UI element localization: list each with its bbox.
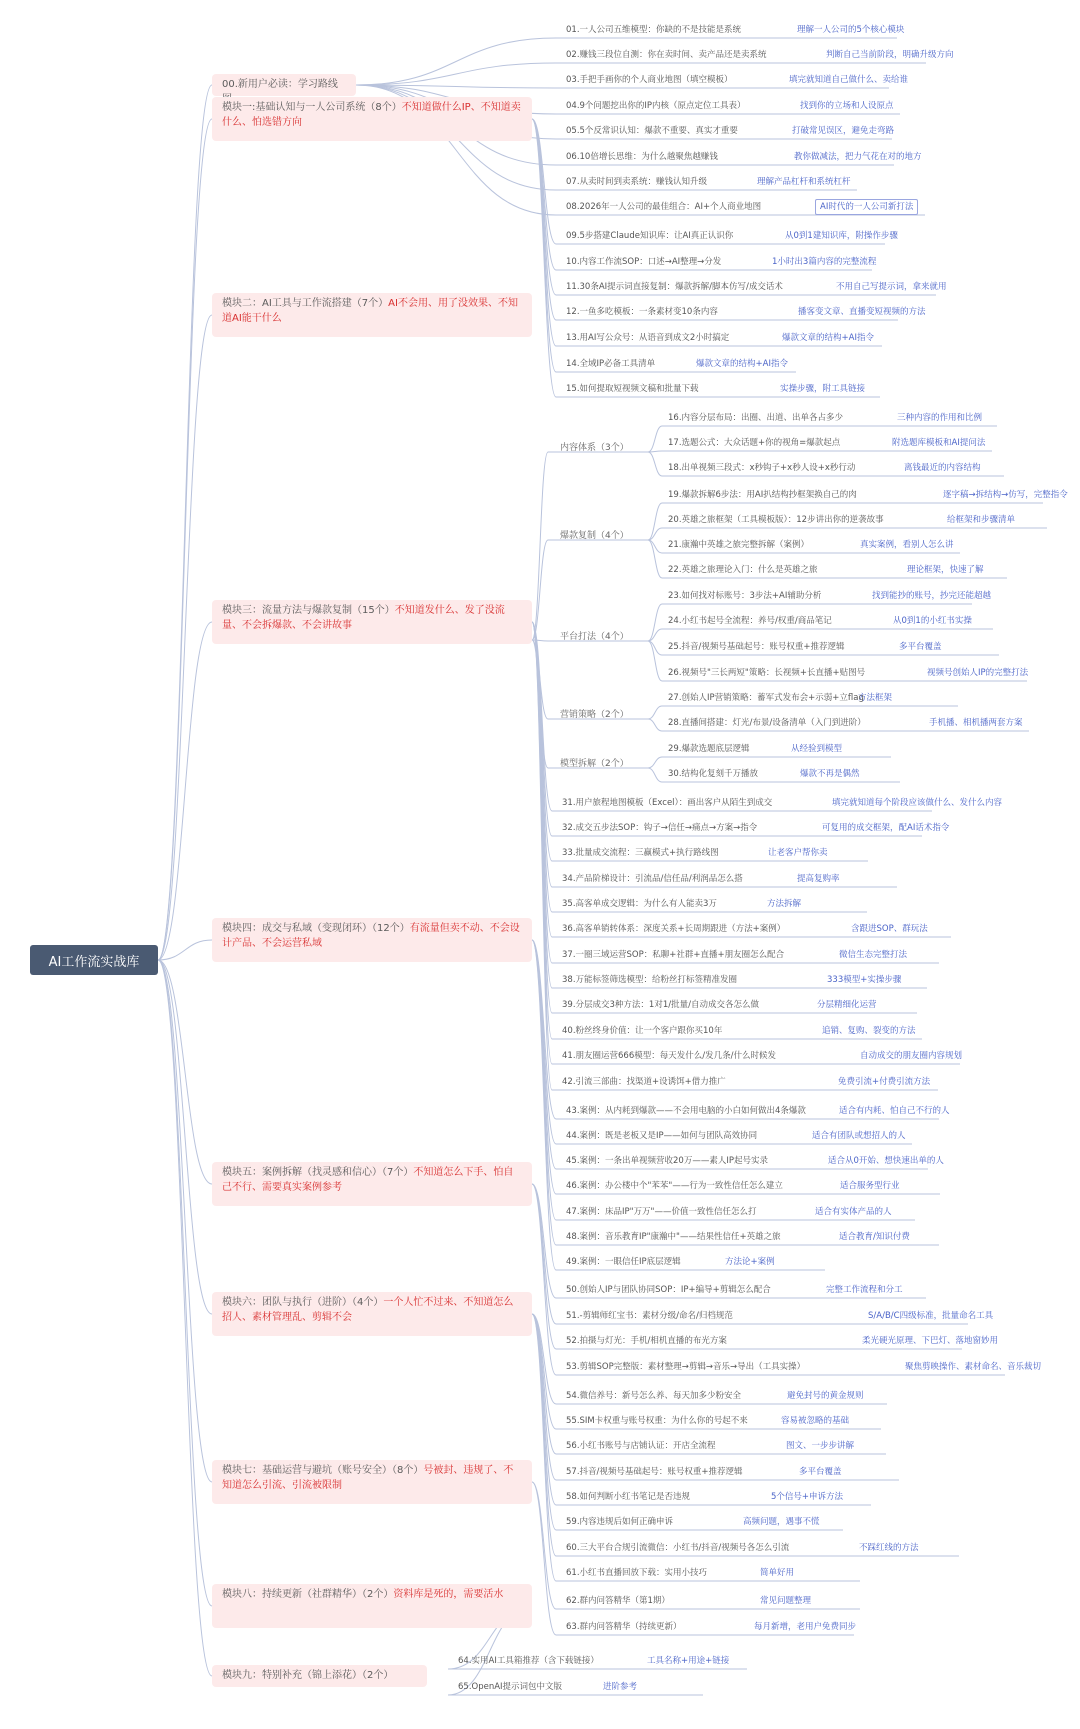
connector-curve xyxy=(648,706,662,719)
connector-curve xyxy=(532,940,556,1270)
module-pain-point: 不知道发什么、发了没流量、不会拆爆款、不会讲故事 xyxy=(222,605,505,631)
connector-curve xyxy=(158,119,212,960)
module-m9[interactable] xyxy=(212,1665,427,1687)
module-pain-point: 不知道怎么下手、怕自己不行、需要真实案例参考 xyxy=(222,1167,514,1193)
leaf-note: 离钱最近的内容结构 xyxy=(904,463,981,473)
leaf-item[interactable]: 30.结构化复刻千万播放 xyxy=(668,769,759,779)
root-node[interactable]: AI工作流实战库 xyxy=(30,945,158,975)
leaf-item[interactable]: 36.高客单销转体系：深度关系+长周期跟进（方法+案例） xyxy=(562,924,786,934)
connector-curve xyxy=(648,426,662,452)
leaf-note: 免费引流+付费引流方法 xyxy=(838,1077,931,1087)
leaf-item[interactable]: 14.全域IP必备工具清单 xyxy=(566,359,656,369)
module-title: 模块八：持续更新（社群精华）（2个） xyxy=(222,1589,394,1600)
leaf-note: 视频号创始人IP的完整打法 xyxy=(927,668,1029,678)
leaf-item[interactable]: 28.直播间搭建：灯光/布景/设备清单（入门到进阶） xyxy=(668,718,866,728)
leaf-item[interactable]: 55.SIM卡权重与账号权重：为什么你的号起不来 xyxy=(566,1416,748,1426)
leaf-item[interactable]: 39.分层成交3种方法：1对1/批量/自动成交各怎么做 xyxy=(562,1000,759,1010)
leaf-note: 适合有内耗、怕自己不行的人 xyxy=(839,1106,950,1116)
leaf-note: 5个信号+申诉方法 xyxy=(771,1492,844,1502)
group-label-g2[interactable]: 爆款复制（4个） xyxy=(560,531,629,541)
leaf-note: 多平台覆盖 xyxy=(899,642,942,652)
module-pain-point: 一个人忙不过来、不知道怎么招人、素材管理乱、剪辑不会 xyxy=(222,1297,514,1323)
leaf-item[interactable]: 56.小红书账号与店铺认证：开店全流程 xyxy=(566,1441,716,1451)
leaf-note: 方法论+案例 xyxy=(725,1257,775,1267)
module-pain-point: 不知道做什么IP、不知道卖什么、怕选错方向 xyxy=(222,102,521,128)
leaf-item[interactable]: 06.10倍增长思维：为什么越聚焦越赚钱 xyxy=(566,152,718,162)
leaf-item[interactable]: 35.高客单成交逻辑：为什么有人能卖3万 xyxy=(562,899,717,909)
leaf-item[interactable]: 45.案例：一条出单视频营收20万——素人IP起号实录 xyxy=(566,1156,768,1166)
leaf-note: 从经验到模型 xyxy=(791,744,843,754)
connector-curve xyxy=(532,1482,556,1635)
connector-curve xyxy=(532,940,556,1169)
leaf-note: 真实案例，看别人怎么讲 xyxy=(860,540,954,550)
module-pain-point: 号被封、违规了、不知道怎么引流、引流被限制 xyxy=(222,1465,514,1491)
leaf-note: 自动成交的朋友圈内容规划 xyxy=(860,1051,963,1061)
leaf-item[interactable]: 19.爆款拆解6步法：用AI扒结构抄框架换自己的肉 xyxy=(668,490,857,500)
leaf-item[interactable]: 44.案例：既是老板又是IP——如何与团队高效协同 xyxy=(566,1131,758,1141)
connector-curve xyxy=(356,63,556,85)
connector-curve xyxy=(158,960,212,1606)
connector-curve xyxy=(532,1184,556,1375)
leaf-item[interactable]: 27.创始人IP营销策略：蓄军式发布会+示弱+立flag xyxy=(668,693,864,703)
leaf-note: 适合教育/知识付费 xyxy=(839,1232,910,1242)
leaf-item[interactable]: 08.2026年一人公司的最佳组合：AI+个人商业地图 xyxy=(566,202,762,212)
leaf-item[interactable]: 51.-剪辑师红宝书：素材分级/命名/归档规范 xyxy=(566,1311,733,1321)
leaf-note: 播客变文章、直播变短视频的方法 xyxy=(798,307,926,317)
module-m0[interactable] xyxy=(212,74,356,96)
leaf-item[interactable]: 22.英雄之旅理论入门：什么是英雄之旅 xyxy=(668,565,818,575)
leaf-note: 教你做减法，把力气花在对的地方 xyxy=(794,152,922,162)
leaf-note: 1小时出3篇内容的完整流程 xyxy=(772,257,877,267)
leaf-item[interactable]: 04.9个问题挖出你的IP内核（原点定位工具表） xyxy=(566,101,746,111)
leaf-item[interactable]: 24.小红书起号全流程：养号/权重/商品笔记 xyxy=(668,616,832,626)
leaf-note: AI时代的一人公司新打法 xyxy=(815,199,918,215)
leaf-item[interactable]: 63.群内问答精华（持续更新） xyxy=(566,1622,682,1632)
leaf-note: 附选题库模板和AI提问法 xyxy=(892,438,986,448)
leaf-item[interactable]: 21.康瀚中英雄之旅完整拆解（案例） xyxy=(668,540,810,550)
leaf-note: 避免封号的黄金规则 xyxy=(787,1391,864,1401)
leaf-item[interactable]: 62.群内问答精华（第1期） xyxy=(566,1596,670,1606)
leaf-note: 方法拆解 xyxy=(767,899,802,909)
leaf-note: 微信生态完整打法 xyxy=(839,950,908,960)
connector-curve xyxy=(356,38,556,85)
leaf-note: 理论框架，快速了解 xyxy=(907,565,984,575)
leaf-note: 爆款文章的结构+AI指令 xyxy=(696,359,788,369)
leaf-note: 多平台覆盖 xyxy=(799,1467,842,1477)
leaf-note: 给框架和步骤清单 xyxy=(947,515,1016,525)
module-title: 模块四：成交与私域（变现闭环）（12个） xyxy=(222,923,410,934)
module-m6[interactable] xyxy=(212,1292,532,1336)
connector-curve xyxy=(158,960,212,1676)
leaf-item[interactable]: 42.引流三部曲：找渠道+设诱饵+借力推广 xyxy=(562,1077,726,1087)
leaf-item[interactable]: 03.手把手画你的个人商业地图（填空模板） xyxy=(566,75,733,85)
module-m2[interactable] xyxy=(212,293,532,337)
leaf-item[interactable]: 29.爆款选题底层逻辑 xyxy=(668,744,750,754)
leaf-note: 可复用的成交框架，配AI话术指令 xyxy=(822,823,950,833)
leaf-note: 图文、一步步讲解 xyxy=(786,1441,855,1451)
leaf-note: 找到能抄的账号，抄完还能超越 xyxy=(872,591,992,601)
module-m5[interactable] xyxy=(212,1162,532,1206)
connector-curve xyxy=(532,940,556,1194)
leaf-item[interactable]: 01.一人公司五维模型：你缺的不是技能是系统 xyxy=(566,25,742,35)
leaf-note: 判断自己当前阶段，明确升级方向 xyxy=(826,50,954,60)
leaf-item[interactable]: 38.万能标签筛选模型：给粉丝打标签精准发圈 xyxy=(562,975,738,985)
leaf-note: 让老客户帮你卖 xyxy=(768,848,828,858)
leaf-note: 追销、复购、裂变的方法 xyxy=(822,1026,916,1036)
module-title: 模块九：特别补充（锦上添花）（2个） xyxy=(222,1670,394,1681)
leaf-note: 高频问题，遇事不慌 xyxy=(743,1517,820,1527)
module-title: 模块七：基础运营与避坑（账号安全）（8个） xyxy=(222,1465,424,1476)
leaf-item[interactable]: 12.一鱼多吃模板：一条素材变10条内容 xyxy=(566,307,718,317)
leaf-note: S/A/B/C四级标准，批量命名工具 xyxy=(868,1311,994,1321)
leaf-item[interactable]: 53.剪辑SOP完整版：素材整理→剪辑→音乐→导出（工具实操） xyxy=(566,1362,806,1372)
connector-curve xyxy=(532,119,556,397)
leaf-note: 打破常见误区，避免走弯路 xyxy=(792,126,895,136)
leaf-item[interactable]: 37.一圈三域运营SOP：私聊+社群+直播+朋友圈怎么配合 xyxy=(562,950,785,960)
connector-curve xyxy=(158,622,212,960)
leaf-note: 进阶参考 xyxy=(603,1682,638,1692)
leaf-note: 理解一人公司的5个核心模块 xyxy=(797,25,905,35)
leaf-item[interactable]: 58.如何判断小红书笔记是否违规 xyxy=(566,1492,691,1502)
module-pain-point: 有流量但卖不动、不会设计产品、不会运营私域 xyxy=(222,923,520,949)
group-label-g1[interactable]: 内容体系（3个） xyxy=(560,443,629,453)
module-title: 00.新用户必读：学习路线 xyxy=(222,79,338,90)
leaf-note: 爆款不再是偶然 xyxy=(800,769,860,779)
leaf-item[interactable]: 61.小红书直播回放下载：实用小技巧 xyxy=(566,1568,708,1578)
leaf-note: 手机播、相机播两套方案 xyxy=(929,718,1023,728)
leaf-note: 不用自己写提示词，拿来就用 xyxy=(836,282,947,292)
leaf-item[interactable]: 40.粉丝终身价值：让一个客户跟你买10年 xyxy=(562,1026,723,1036)
leaf-note: 爆款文章的结构+AI指令 xyxy=(782,333,874,343)
leaf-item[interactable]: 15.如何提取短视频文稿和批量下载 xyxy=(566,384,699,394)
connector-curve xyxy=(158,960,212,1184)
module-title: 模块一:基础认知与一人公司系统（8个） xyxy=(222,102,402,113)
leaf-note: 聚焦剪映操作、素材命名、音乐裁切 xyxy=(905,1362,1042,1372)
leaf-note: 工具名称+用途+链接 xyxy=(647,1656,730,1666)
connector-curve xyxy=(532,640,548,641)
leaf-item[interactable]: 46.案例：办公楼中个"苯苯"——行为一致性信任怎么建立 xyxy=(566,1181,783,1191)
connector-curve xyxy=(532,1184,556,1324)
leaf-item[interactable]: 18.出单视频三段式：x秒钩子+x秒人设+x秒行动 xyxy=(668,463,856,473)
module-m4[interactable] xyxy=(212,918,532,962)
leaf-note: 填完就知道自己做什么、卖给谁 xyxy=(789,75,909,85)
leaf-item[interactable]: 11.30条AI提示词直接复制：爆款拆解/脚本仿写/成交话术 xyxy=(566,282,783,292)
leaf-item[interactable]: 23.如何找对标账号：3步法+AI辅助分析 xyxy=(668,591,822,601)
leaf-note: 提高复购率 xyxy=(797,874,840,884)
module-title: 模块五：案例拆解（找灵感和信心）（7个） xyxy=(222,1167,414,1178)
leaf-note: 三种内容的作用和比例 xyxy=(897,413,983,423)
group-label-g4[interactable]: 营销策略（2个） xyxy=(560,710,629,720)
leaf-item[interactable]: 31.用户旅程地图模板（Excel）：画出客户从陌生到成交 xyxy=(562,798,773,808)
leaf-item[interactable]: 54.微信养号：新号怎么养、每天加多少粉安全 xyxy=(566,1391,742,1401)
leaf-item[interactable]: 32.成交五步法SOP：钩子→信任→痛点→方案→指令 xyxy=(562,823,758,833)
module-m3[interactable] xyxy=(212,600,532,644)
leaf-note: 逐字稿→拆结构→仿写，完整指令 xyxy=(943,490,1068,500)
leaf-item[interactable]: 33.批量成交流程：三赢模式+执行路线图 xyxy=(562,848,719,858)
leaf-item[interactable]: 02.赚钱三段位自测：你在卖时间、卖产品还是卖系统 xyxy=(566,50,767,60)
leaf-note: 完整工作流程和分工 xyxy=(826,1285,903,1295)
group-label-g3[interactable]: 平台打法（4个） xyxy=(560,632,629,642)
leaf-item[interactable]: 43.案例：从内耗到爆款——不会用电脑的小白如何做出4条爆款 xyxy=(566,1106,806,1116)
leaf-note: 适合从0开始、想快速出单的人 xyxy=(828,1156,944,1166)
connector-curve xyxy=(532,119,556,372)
leaf-note: 找到你的立场和人设原点 xyxy=(800,101,894,111)
leaf-note: 理解产品杠杆和系统杠杆 xyxy=(757,177,851,187)
module-pain-point: AI不会用、用了没效果、不知道AI能干什么 xyxy=(222,298,518,324)
module-title: 模块三：流量方法与爆款复制（15个） xyxy=(222,605,395,616)
module-title: 模块六：团队与执行（进阶）（4个） xyxy=(222,1297,384,1308)
leaf-item[interactable]: 47.案例：床品IP"万万"——价值一致性信任怎么打 xyxy=(566,1207,757,1217)
leaf-item[interactable]: 13.用AI写公众号：从语音到成文2小时搞定 xyxy=(566,333,730,343)
leaf-item[interactable]: 25.抖音/视频号基础起号：账号权重+推荐逻辑 xyxy=(668,642,845,652)
leaf-item[interactable]: 52.拍摄与灯光：手机/相机直播的布光方案 xyxy=(566,1336,727,1346)
connector-curve xyxy=(648,757,662,768)
leaf-item[interactable]: 17.选题公式：大众话题+你的视角=爆款起点 xyxy=(668,438,841,448)
leaf-item[interactable]: 57.抖音/视频号基础起号：账号权重+推荐逻辑 xyxy=(566,1467,743,1477)
leaf-note: 填完就知道每个阶段应该做什么、发什么内容 xyxy=(832,798,1003,808)
leaf-item[interactable]: 05.5个反常识认知：爆款不重要、真实才重要 xyxy=(566,126,738,136)
leaf-note: 从0到1建知识库，附操作步骤 xyxy=(785,231,898,241)
leaf-note: 333模型+实操步骤 xyxy=(827,975,902,985)
connector-curve xyxy=(158,940,212,960)
connector-curve xyxy=(532,1314,556,1556)
leaf-note: 分层精细化运营 xyxy=(817,1000,877,1010)
module-m8[interactable] xyxy=(212,1584,532,1628)
leaf-item[interactable]: 07.从卖时间到卖系统：赚钱认知升级 xyxy=(566,177,708,187)
module-title: 模块二：AI工具与工作流搭建（7个） xyxy=(222,298,389,309)
module-m1[interactable] xyxy=(212,97,532,141)
connector-curve xyxy=(648,768,662,782)
leaf-item[interactable]: 41.朋友圈运营666模型：每天发什么/发几条/什么时候发 xyxy=(562,1051,776,1061)
leaf-item[interactable]: 34.产品阶梯设计：引流品/信任品/利润品怎么搭 xyxy=(562,874,743,884)
leaf-note: 简单好用 xyxy=(760,1568,795,1578)
connector-curve xyxy=(532,452,548,640)
leaf-item[interactable]: 65.OpenAI提示词包中文版 xyxy=(458,1682,563,1692)
leaf-item[interactable]: 09.5步搭建Claude知识库：让AI真正认识你 xyxy=(566,231,734,241)
leaf-item[interactable]: 10.内容工作流SOP：口述→AI整理→分发 xyxy=(566,257,722,267)
connector-curve xyxy=(648,719,662,731)
leaf-note: 含跟进SOP、群玩法 xyxy=(851,924,928,934)
leaf-item[interactable]: 26.视频号"三长两短"策略：长视频+长直播+贴图号 xyxy=(668,668,866,678)
connector-curve xyxy=(648,452,662,476)
leaf-note: 方法框架 xyxy=(858,693,893,703)
leaf-note: 柔光硬光原理、下巴灯、落地窗妙用 xyxy=(862,1336,999,1346)
leaf-note: 从0到1的小红书实操 xyxy=(893,616,972,626)
connector-curve xyxy=(158,960,212,1314)
leaf-item[interactable]: 20.英雄之旅框架（工具模板版）：12步讲出你的逆袭故事 xyxy=(668,515,884,525)
connector-curve xyxy=(158,960,212,1482)
module-m7[interactable] xyxy=(212,1460,532,1504)
leaf-note: 适合服务型行业 xyxy=(840,1181,900,1191)
leaf-note: 适合有实体产品的人 xyxy=(815,1207,892,1217)
leaf-note: 不踩红线的方法 xyxy=(859,1543,919,1553)
connector-curve xyxy=(158,85,212,960)
connector-curve xyxy=(158,315,212,960)
group-label-g5[interactable]: 模型拆解（2个） xyxy=(560,759,629,769)
leaf-note: 实操步骤，附工具链接 xyxy=(780,384,866,394)
leaf-note: 容易被忽略的基础 xyxy=(781,1416,850,1426)
leaf-item[interactable]: 48.案例：音乐教育IP"康瀚中"——结果性信任+英雄之旅 xyxy=(566,1232,781,1242)
leaf-item[interactable]: 16.内容分层布局：出圈、出道、出单各占多少 xyxy=(668,413,844,423)
module-pain-point: 资料库是死的，需要活水 xyxy=(393,1589,504,1600)
leaf-item[interactable]: 60.三大平台合规引流微信：小红书/抖音/视频号各怎么引流 xyxy=(566,1543,790,1553)
leaf-item[interactable]: 64.实用AI工具箱推荐（含下载链接） xyxy=(458,1656,599,1666)
leaf-item[interactable]: 50.创始人IP与团队协同SOP：IP+编导+剪辑怎么配合 xyxy=(566,1285,771,1295)
leaf-item[interactable]: 49.案例：一眼信任IP底层逻辑 xyxy=(566,1257,681,1267)
leaf-item[interactable]: 59.内容违规后如何正确申诉 xyxy=(566,1517,674,1527)
leaf-note: 适合有团队或想招人的人 xyxy=(812,1131,906,1141)
leaf-note: 常见问题整理 xyxy=(760,1596,812,1606)
leaf-note: 每月新增，老用户免费同步 xyxy=(754,1622,857,1632)
